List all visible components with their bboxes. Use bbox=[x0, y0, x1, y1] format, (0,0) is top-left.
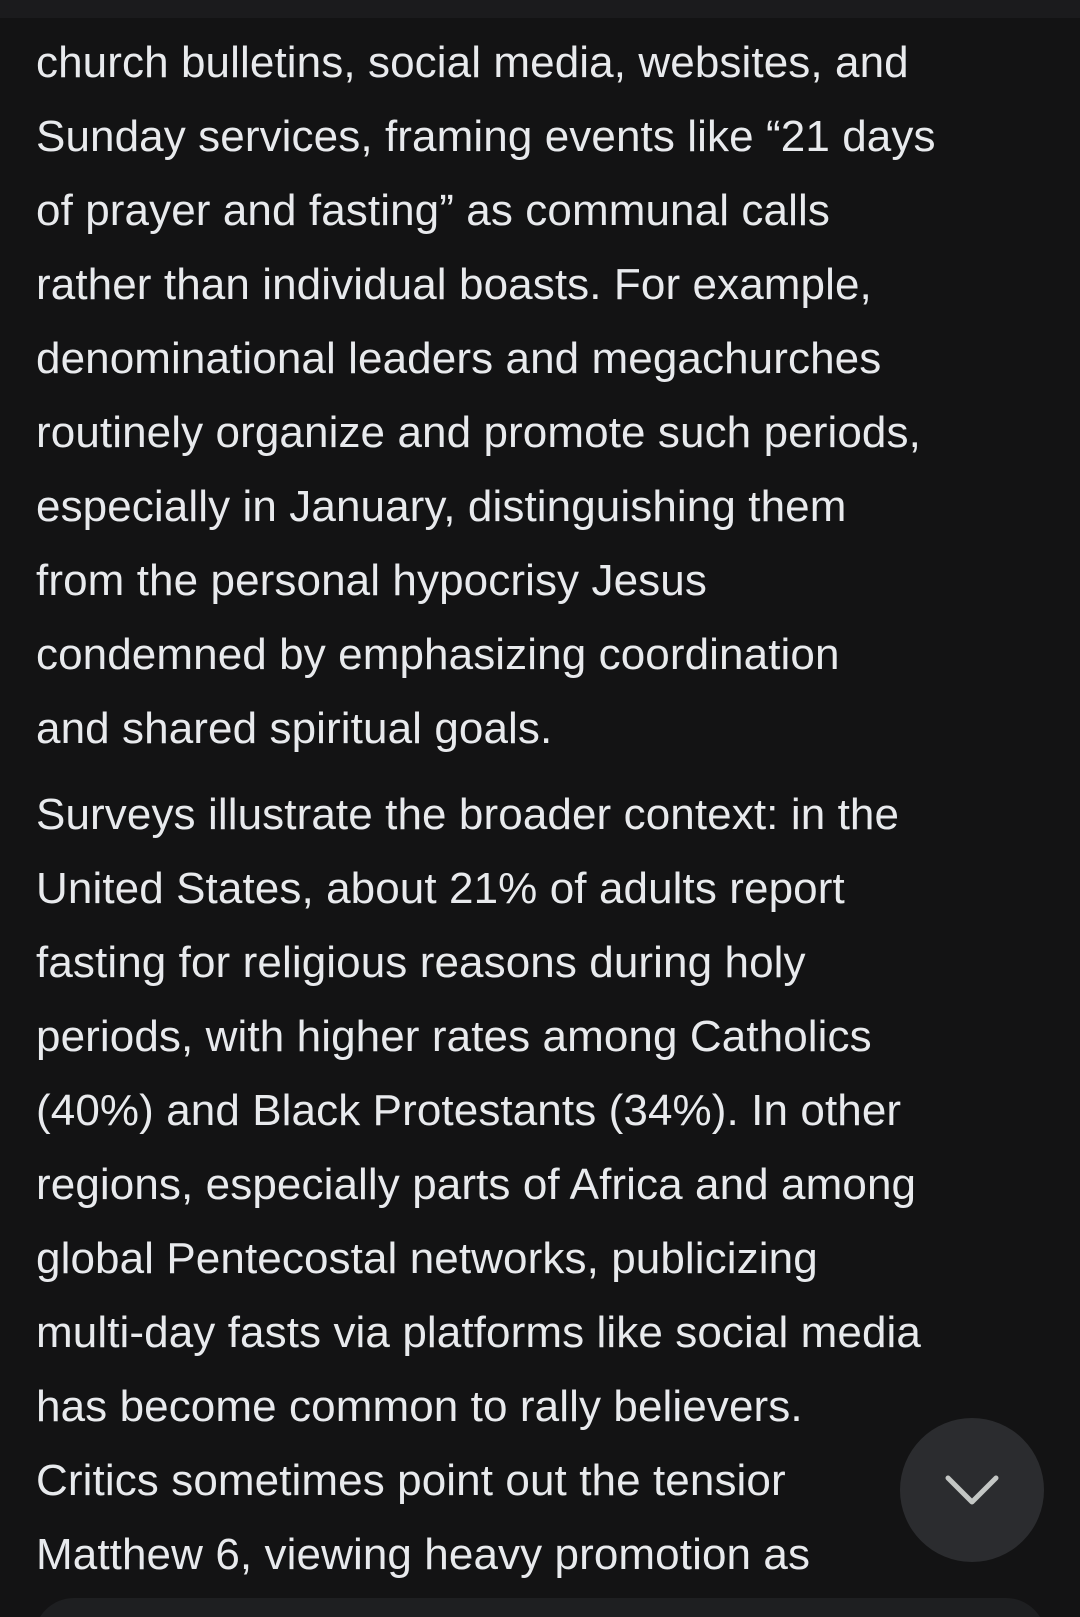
scroll-to-bottom-button[interactable] bbox=[900, 1418, 1044, 1562]
text-line: global Pentecostal networks, publicizing bbox=[36, 1234, 818, 1283]
text-line: regions, especially parts of Africa and among bbox=[36, 1160, 917, 1209]
text-line: denominational leaders and megachurches bbox=[36, 334, 882, 383]
top-edge-bar bbox=[0, 0, 1080, 18]
text-line: multi-day fasts via platforms like social media bbox=[36, 1308, 922, 1357]
text-line: Critics sometimes point out the tensior bbox=[36, 1456, 786, 1505]
paragraph-1 bbox=[36, 26, 1066, 766]
text-line: of prayer and fasting” as communal calls bbox=[36, 186, 830, 235]
text-line: (40%) and Black Protestants (34%). In other bbox=[36, 1086, 902, 1135]
text-line: church bulletins, social media, websites, and bbox=[36, 38, 909, 87]
text-line: periods, with higher rates among Catholics bbox=[36, 1012, 872, 1061]
text-line: routinely organize and promote such periods, bbox=[36, 408, 921, 457]
response-content bbox=[36, 26, 1066, 1592]
text-line: and shared spiritual goals. bbox=[36, 704, 553, 753]
text-line: from the personal hypocrisy Jesus bbox=[36, 556, 707, 605]
text-line: United States, about 21% of adults report bbox=[36, 864, 845, 913]
text-line: condemned by emphasizing coordination bbox=[36, 630, 840, 679]
text-line: Matthew 6, viewing heavy promotion as bbox=[36, 1530, 811, 1579]
text-line: especially in January, distinguishing them bbox=[36, 482, 847, 531]
text-line: Surveys illustrate the broader context: in the bbox=[36, 790, 900, 839]
text-line: rather than individual boasts. For example, bbox=[36, 260, 872, 309]
input-panel-top-edge bbox=[34, 1598, 1046, 1617]
text-line: fasting for religious reasons during holy bbox=[36, 938, 806, 987]
text-line: Sunday services, framing events like “21 days bbox=[36, 112, 936, 161]
chevron-down-icon bbox=[944, 1473, 1000, 1507]
text-line: has become common to rally believers. bbox=[36, 1382, 803, 1431]
